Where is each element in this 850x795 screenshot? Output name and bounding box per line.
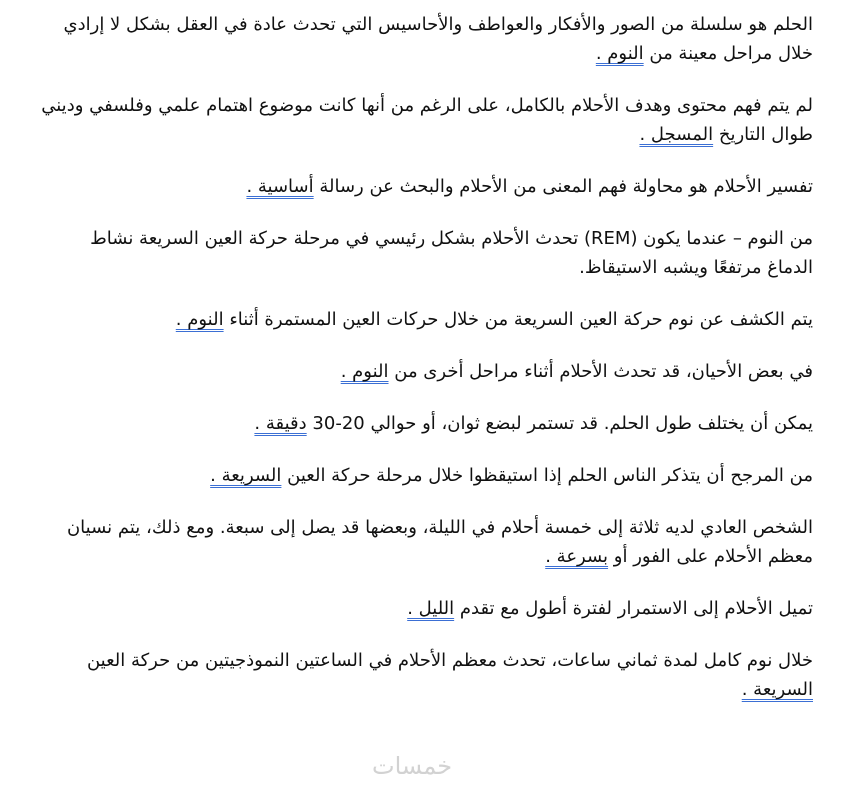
paragraph xyxy=(40,224,813,282)
paragraph xyxy=(40,91,813,149)
spellcheck-underline: النوم . xyxy=(340,361,389,382)
paragraph xyxy=(40,513,813,571)
spellcheck-underline: السريعة . xyxy=(210,465,282,486)
spellcheck-underline: النوم . xyxy=(595,43,644,64)
paragraph-text: في بعض الأحيان، قد تحدث الأحلام أثناء مراحل أخرى من xyxy=(388,361,813,382)
paragraph xyxy=(40,172,813,201)
spellcheck-underline: النوم . xyxy=(175,309,224,330)
watermark-logo: خمسات xyxy=(372,752,453,780)
paragraph xyxy=(40,305,813,334)
spellcheck-underline: أساسية . xyxy=(246,176,314,197)
document-body xyxy=(40,10,813,727)
spellcheck-underline: بسرعة . xyxy=(545,546,609,567)
paragraph-text: تميل الأحلام إلى الاستمرار لفترة أطول مع تقدم xyxy=(454,598,813,619)
paragraph-text: لم يتم فهم محتوى وهدف الأحلام بالكامل، على الرغم من أنها كانت موضوع اهتمام علمي وفلسفي وديني طوال التاريخ xyxy=(41,95,813,145)
spellcheck-underline: السريعة . xyxy=(741,679,813,700)
paragraph xyxy=(40,10,813,68)
paragraph xyxy=(40,409,813,438)
paragraph-text: يتم الكشف عن نوم حركة العين السريعة من خلال حركات العين المستمرة أثناء xyxy=(223,309,813,330)
spellcheck-underline: الليل . xyxy=(407,598,455,619)
paragraph xyxy=(40,357,813,386)
paragraph-text: الشخص العادي لديه ثلاثة إلى خمسة أحلام في الليلة، وبعضها قد يصل إلى سبعة. ومع ذلك، يتم نسيان معظم الأحلام على الفور أو xyxy=(66,517,813,567)
spellcheck-underline: دقيقة . xyxy=(254,413,307,434)
spellcheck-underline: المسجل . xyxy=(639,124,714,145)
paragraph-text: من النوم – عندما يكون (REM) تحدث الأحلام بشكل رئيسي في مرحلة حركة العين السريعة نشاط الدماغ مرتفعًا ويشبه الاستيقاظ. xyxy=(90,228,813,278)
paragraph-text: الحلم هو سلسلة من الصور والأفكار والعواطف والأحاسيس التي تحدث عادة في العقل بشكل لا إرادي خلال مراحل معينة من xyxy=(63,14,813,64)
paragraph-text: خلال نوم كامل لمدة ثماني ساعات، تحدث معظم الأحلام في الساعتين النموذجيتين من حركة العين xyxy=(86,650,813,671)
paragraph xyxy=(40,594,813,623)
paragraph-text: تفسير الأحلام هو محاولة فهم المعنى من الأحلام والبحث عن رسالة xyxy=(313,176,813,197)
paragraph xyxy=(40,646,813,704)
paragraph-text: يمكن أن يختلف طول الحلم. قد تستمر لبضع ثوان، أو حوالي 20-30 xyxy=(306,413,813,434)
paragraph-text: من المرجح أن يتذكر الناس الحلم إذا استيقظوا خلال مرحلة حركة العين xyxy=(281,465,813,486)
paragraph xyxy=(40,461,813,490)
